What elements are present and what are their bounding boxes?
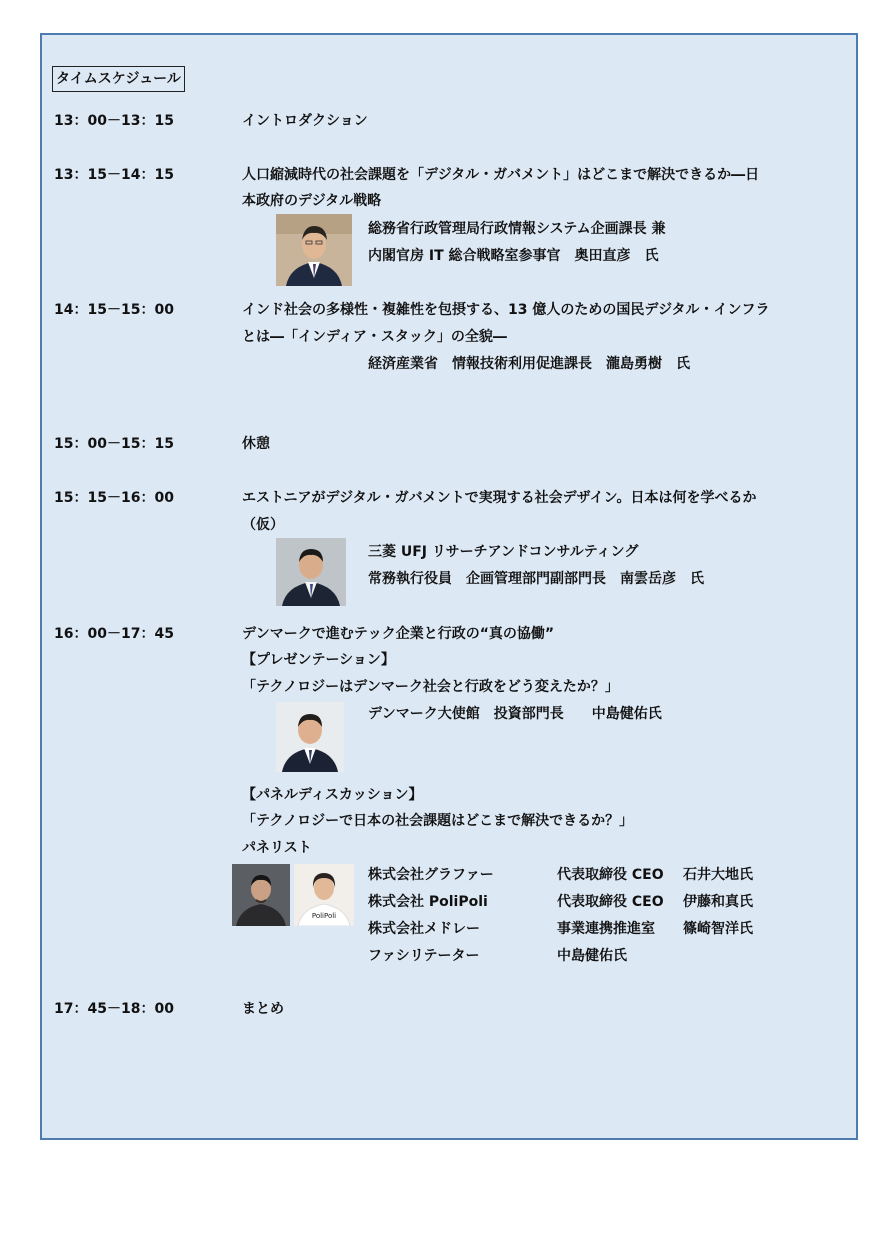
panelist-3-name: 篠崎智洋氏 (683, 921, 753, 937)
facilitator-label: ファシリテーター (368, 948, 480, 964)
panelist-2-name: 伊藤和真氏 (683, 894, 753, 910)
session-title-7: まとめ (242, 1001, 284, 1017)
time-slot-1: 13：00－13：15 (54, 113, 174, 129)
panelist-2-company: 株式会社 PoliPoli (368, 894, 488, 910)
session-title-3-line1: インド社会の多様性・複雑性を包摂する、13 億人のための国民デジタル・インフラ (242, 302, 770, 318)
speaker-photo-nakajima (276, 702, 344, 772)
panelist-3-role: 事業連携推進室 (557, 921, 655, 937)
session-title-5-line1: エストニアがデジタル・ガバメントで実現する社会デザイン。日本は何を学べるか (242, 490, 757, 506)
time-slot-5: 15：15－16：00 (54, 490, 174, 506)
panelist-photo-ishii (232, 864, 290, 926)
time-slot-7: 17：45－18：00 (54, 1001, 174, 1017)
presentation-label: 【プレゼンテーション】 (242, 652, 395, 668)
speaker-3-line1: 経済産業省 情報技術利用促進課長 瀧島勇樹 氏 (368, 356, 690, 372)
speaker-photo-okuda (276, 214, 352, 286)
panelist-1-role: 代表取締役 CEO (557, 867, 664, 883)
speaker-2-line1: 総務省行政管理局行政情報システム企画課長 兼 (368, 221, 666, 237)
session-title-4: 休憩 (242, 436, 270, 452)
time-slot-6: 16：00－17：45 (54, 626, 174, 642)
session-title-2-line1: 人口縮減時代の社会課題を「デジタル・ガバメント」はどこまで解決できるか―日 (242, 167, 760, 183)
time-slot-3: 14：15－15：00 (54, 302, 174, 318)
panelist-1-name: 石井大地氏 (683, 867, 753, 883)
panel-label: 【パネルディスカッション】 (242, 787, 423, 803)
session-title-1: イントロダクション (242, 113, 368, 129)
panelist-3-company: 株式会社メドレー (368, 921, 480, 937)
panelist-2-role: 代表取締役 CEO (557, 894, 664, 910)
presentation-title: 「テクノロジーはデンマーク社会と行政をどう変えたか？」 (242, 679, 619, 695)
panelists-label: パネリスト (242, 840, 312, 856)
panelist-photo-ito (294, 864, 354, 926)
panel-title: 「テクノロジーで日本の社会課題はどこまで解決できるか？」 (242, 813, 634, 829)
session-title-2-line2: 本政府のデジタル戦略 (242, 193, 382, 209)
session-title-6: デンマークで進むテック企業と行政の“真の協働” (242, 626, 555, 642)
time-slot-2: 13：15－14：15 (54, 167, 174, 183)
shirt-text: PoliPoli (311, 912, 337, 920)
speaker-5-line1: 三菱 UFJ リサーチアンドコンサルティング (368, 544, 639, 560)
schedule-header: タイムスケジュール (52, 66, 185, 92)
panelist-1-company: 株式会社グラファー (368, 867, 494, 883)
time-slot-4: 15：00－15：15 (54, 436, 174, 452)
presenter: デンマーク大使館 投資部門長 中島健佑氏 (368, 706, 662, 722)
session-title-5-line2: （仮） (242, 517, 284, 533)
facilitator-name: 中島健佑氏 (557, 948, 627, 964)
session-title-3-line2: とは―「インディア・スタック」の全貌― (242, 329, 507, 345)
speaker-photo-nagumo (276, 538, 346, 606)
speaker-2-line2: 内閣官房 IT 総合戦略室参事官 奥田直彦 氏 (368, 248, 659, 264)
speaker-5-line2: 常務執行役員 企画管理部門副部門長 南雲岳彦 氏 (368, 571, 704, 587)
